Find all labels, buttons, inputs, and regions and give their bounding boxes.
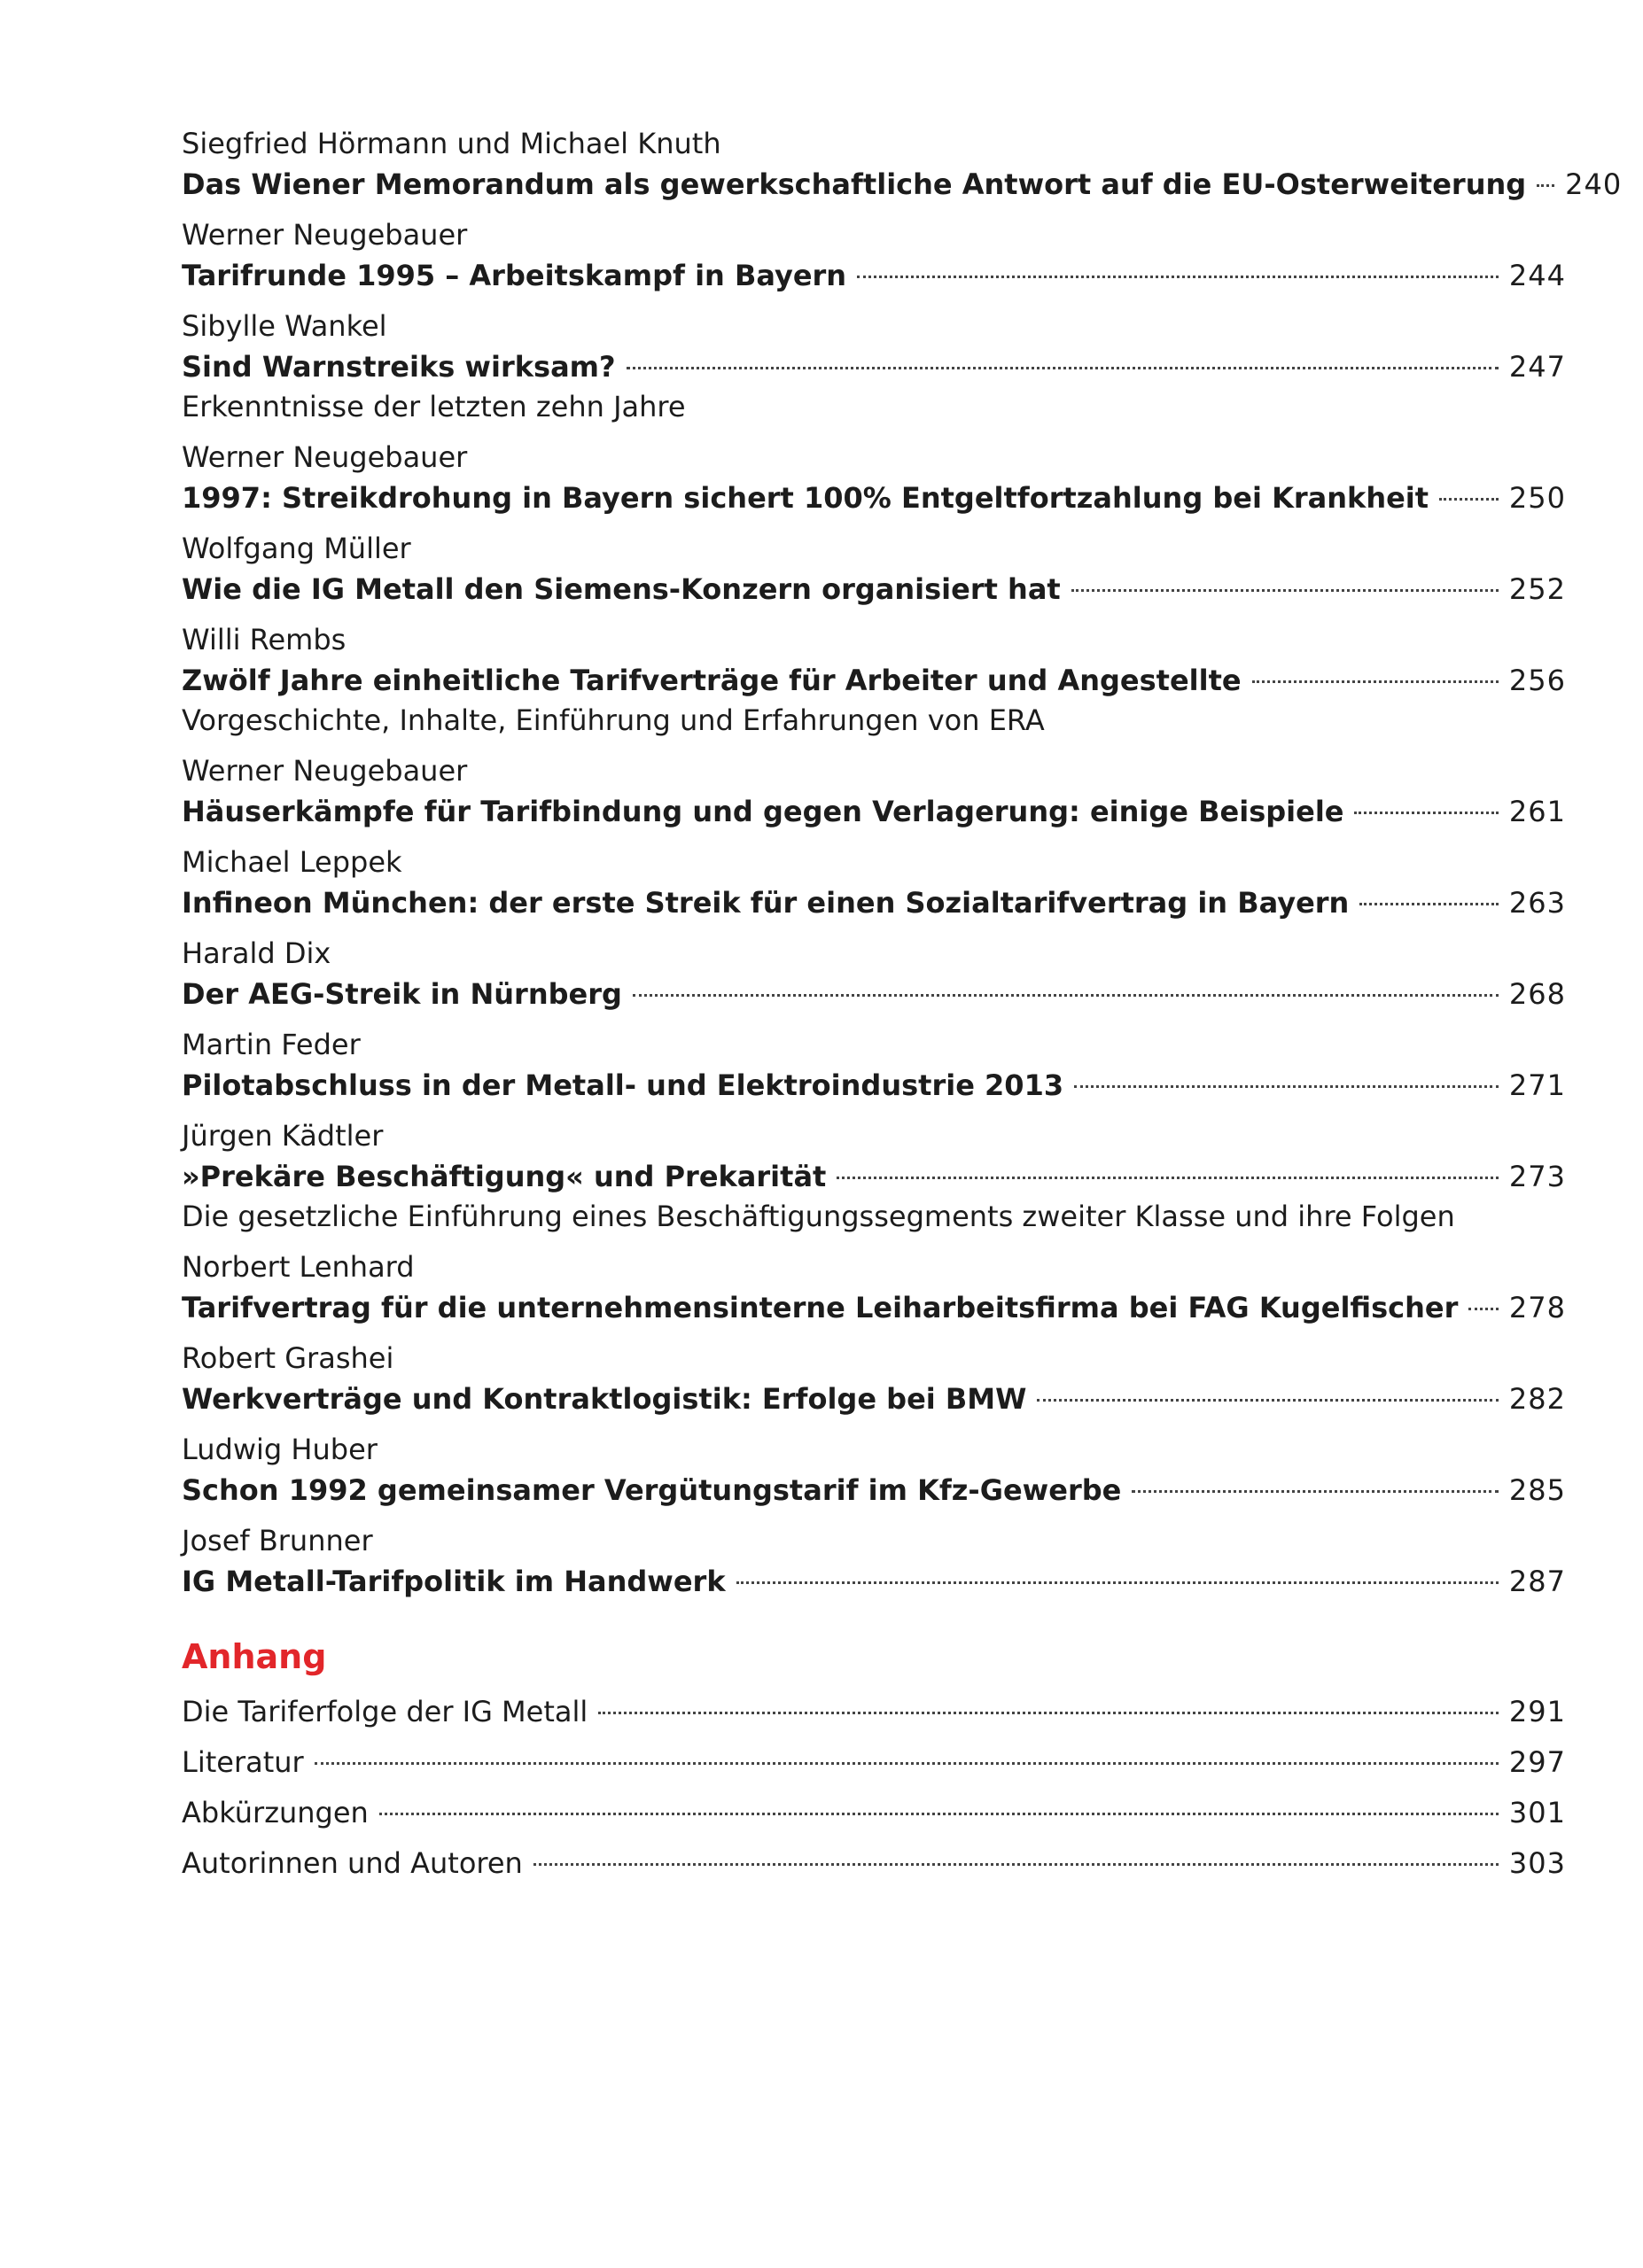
toc-entry <box>182 124 1623 205</box>
appendix-item-title: Literatur <box>182 1745 304 1779</box>
dot-leader <box>379 1813 1499 1815</box>
table-of-contents <box>182 124 1623 1889</box>
entry-subtitle: Erkenntnisse der letzten zehn Jahre <box>182 390 686 423</box>
dot-leader <box>837 1177 1499 1179</box>
entry-title: Der AEG-Streik in Nürnberg <box>182 977 622 1011</box>
entry-title-line[interactable] <box>182 569 1566 610</box>
entry-title-line[interactable] <box>182 1561 1566 1602</box>
appendix-item-page-number: 301 <box>1508 1796 1566 1829</box>
dot-leader <box>1354 812 1498 814</box>
dot-leader <box>1074 1085 1499 1088</box>
appendix-item-page-number: 303 <box>1508 1846 1566 1880</box>
dot-leader <box>1071 589 1499 592</box>
dot-leader <box>1468 1308 1499 1310</box>
toc-entry <box>182 1430 1566 1511</box>
toc-entry <box>182 1247 1566 1328</box>
dot-leader <box>598 1712 1499 1714</box>
entry-title: Infineon München: der erste Streik für einen Sozialtarifvertrag in Bayern <box>182 886 1350 920</box>
toc-entry <box>182 307 1566 427</box>
entry-author: Josef Brunner <box>182 1524 373 1557</box>
entry-title: IG Metall-Tarifpolitik im Handwerk <box>182 1565 726 1598</box>
entry-page-number: 250 <box>1508 481 1566 515</box>
entry-title: Wie die IG Metall den Siemens-Konzern organisiert hat <box>182 572 1061 606</box>
entry-title-line[interactable] <box>182 1065 1566 1106</box>
entry-title: 1997: Streikdrohung in Bayern sichert 100% Entgeltfortzahlung bei Krankheit <box>182 481 1429 515</box>
appendix-item-title: Abkürzungen <box>182 1796 369 1829</box>
toc-entry <box>182 751 1566 832</box>
entry-title-line[interactable] <box>182 346 1566 387</box>
entry-title-line[interactable] <box>182 974 1566 1014</box>
appendix-item[interactable] <box>182 1737 1566 1788</box>
entry-author: Ludwig Huber <box>182 1433 378 1466</box>
entry-page-number: 247 <box>1508 350 1566 384</box>
entry-author: Willi Rembs <box>182 623 347 656</box>
entry-page-number: 244 <box>1508 259 1566 292</box>
toc-entry <box>182 1025 1566 1106</box>
entry-author: Sibylle Wankel <box>182 309 387 343</box>
entry-author: Martin Feder <box>182 1028 361 1061</box>
dot-leader <box>1439 498 1499 501</box>
dot-leader <box>736 1581 1499 1584</box>
appendix-item[interactable] <box>182 1788 1566 1838</box>
dot-leader <box>627 367 1499 369</box>
entry-page-number: 240 <box>1565 167 1623 201</box>
entry-page-number: 271 <box>1508 1068 1566 1102</box>
appendix-item-title: Autorinnen und Autoren <box>182 1846 523 1880</box>
entry-title-line[interactable] <box>182 1379 1566 1419</box>
entry-page-number: 273 <box>1508 1160 1566 1193</box>
entry-page-number: 261 <box>1508 795 1566 828</box>
entry-author: Michael Leppek <box>182 845 402 879</box>
dot-leader <box>315 1762 1499 1765</box>
toc-entry <box>182 438 1566 518</box>
toc-entry <box>182 215 1566 296</box>
appendix-list <box>182 1687 1566 1889</box>
dot-leader <box>1252 680 1499 683</box>
appendix-item[interactable] <box>182 1838 1566 1889</box>
entry-page-number: 263 <box>1508 886 1566 920</box>
appendix-heading: Anhang <box>182 1637 327 1676</box>
dot-leader <box>533 1863 1499 1866</box>
entry-author: Wolfgang Müller <box>182 532 411 565</box>
dot-leader <box>1537 184 1554 187</box>
entry-page-number: 278 <box>1508 1291 1566 1324</box>
entry-author: Jürgen Kädtler <box>182 1119 384 1153</box>
appendix-item-page-number: 297 <box>1508 1745 1566 1779</box>
entry-title: Schon 1992 gemeinsamer Vergütungstarif im Kfz-Gewerbe <box>182 1473 1122 1507</box>
entry-title: Zwölf Jahre einheitliche Tarifverträge für Arbeiter und Angestellte <box>182 664 1242 697</box>
entry-title: Häuserkämpfe für Tarifbindung und gegen Verlagerung: einige Beispiele <box>182 795 1344 828</box>
entry-author: Robert Grashei <box>182 1341 394 1375</box>
dot-leader <box>1132 1490 1499 1493</box>
entry-title: Tarifvertrag für die unternehmensinterne Leiharbeitsfirma bei FAG Kugelfischer <box>182 1291 1459 1324</box>
entry-author: Norbert Lenhard <box>182 1250 415 1284</box>
dot-leader <box>857 276 1499 278</box>
entry-title-line[interactable] <box>182 791 1566 832</box>
entry-page-number: 252 <box>1508 572 1566 606</box>
entry-title-line[interactable] <box>182 1287 1566 1328</box>
toc-entry <box>182 843 1566 923</box>
appendix-item[interactable] <box>182 1687 1566 1737</box>
entry-title-line[interactable] <box>182 255 1566 296</box>
entry-title-line[interactable] <box>182 1156 1566 1197</box>
entry-author: Werner Neugebauer <box>182 218 468 252</box>
dot-leader <box>633 994 1499 997</box>
appendix-item-title: Die Tariferfolge der IG Metall <box>182 1695 588 1728</box>
entry-author: Werner Neugebauer <box>182 440 468 474</box>
entry-title: Werkverträge und Kontraktlogistik: Erfolge bei BMW <box>182 1382 1027 1416</box>
entry-title-line[interactable] <box>182 1470 1566 1511</box>
entry-title-line[interactable] <box>182 882 1566 923</box>
entry-subtitle: Vorgeschichte, Inhalte, Einführung und Erfahrungen von ERA <box>182 703 1045 737</box>
entry-title-line[interactable] <box>182 660 1566 701</box>
entry-title-line[interactable] <box>182 164 1623 205</box>
dot-leader <box>1037 1399 1499 1402</box>
appendix-item-page-number: 291 <box>1508 1695 1566 1728</box>
entry-title: »Prekäre Beschäftigung« und Prekarität <box>182 1160 827 1193</box>
toc-entry <box>182 529 1566 610</box>
entry-page-number: 282 <box>1508 1382 1566 1416</box>
entry-author: Werner Neugebauer <box>182 754 468 788</box>
entry-subtitle: Die gesetzliche Einführung eines Beschäftigungssegments zweiter Klasse und ihre Folgen <box>182 1200 1455 1233</box>
toc-entry <box>182 1116 1566 1237</box>
entry-page-number: 256 <box>1508 664 1566 697</box>
toc-entry <box>182 1339 1566 1419</box>
entry-title: Sind Warnstreiks wirksam? <box>182 350 616 384</box>
entry-title: Tarifrunde 1995 – Arbeitskampf in Bayern <box>182 259 847 292</box>
toc-entry <box>182 620 1566 741</box>
toc-entry <box>182 1521 1566 1602</box>
entry-title-line[interactable] <box>182 478 1566 518</box>
entry-title: Das Wiener Memorandum als gewerkschaftliche Antwort auf die EU-Osterweiterung <box>182 167 1527 201</box>
toc-entry <box>182 934 1566 1014</box>
entry-page-number: 268 <box>1508 977 1566 1011</box>
entry-author: Harald Dix <box>182 936 331 970</box>
dot-leader <box>1359 903 1499 905</box>
entry-title: Pilotabschluss in der Metall- und Elektroindustrie 2013 <box>182 1068 1064 1102</box>
entry-page-number: 287 <box>1508 1565 1566 1598</box>
entry-page-number: 285 <box>1508 1473 1566 1507</box>
entry-author: Siegfried Hörmann und Michael Knuth <box>182 127 721 160</box>
